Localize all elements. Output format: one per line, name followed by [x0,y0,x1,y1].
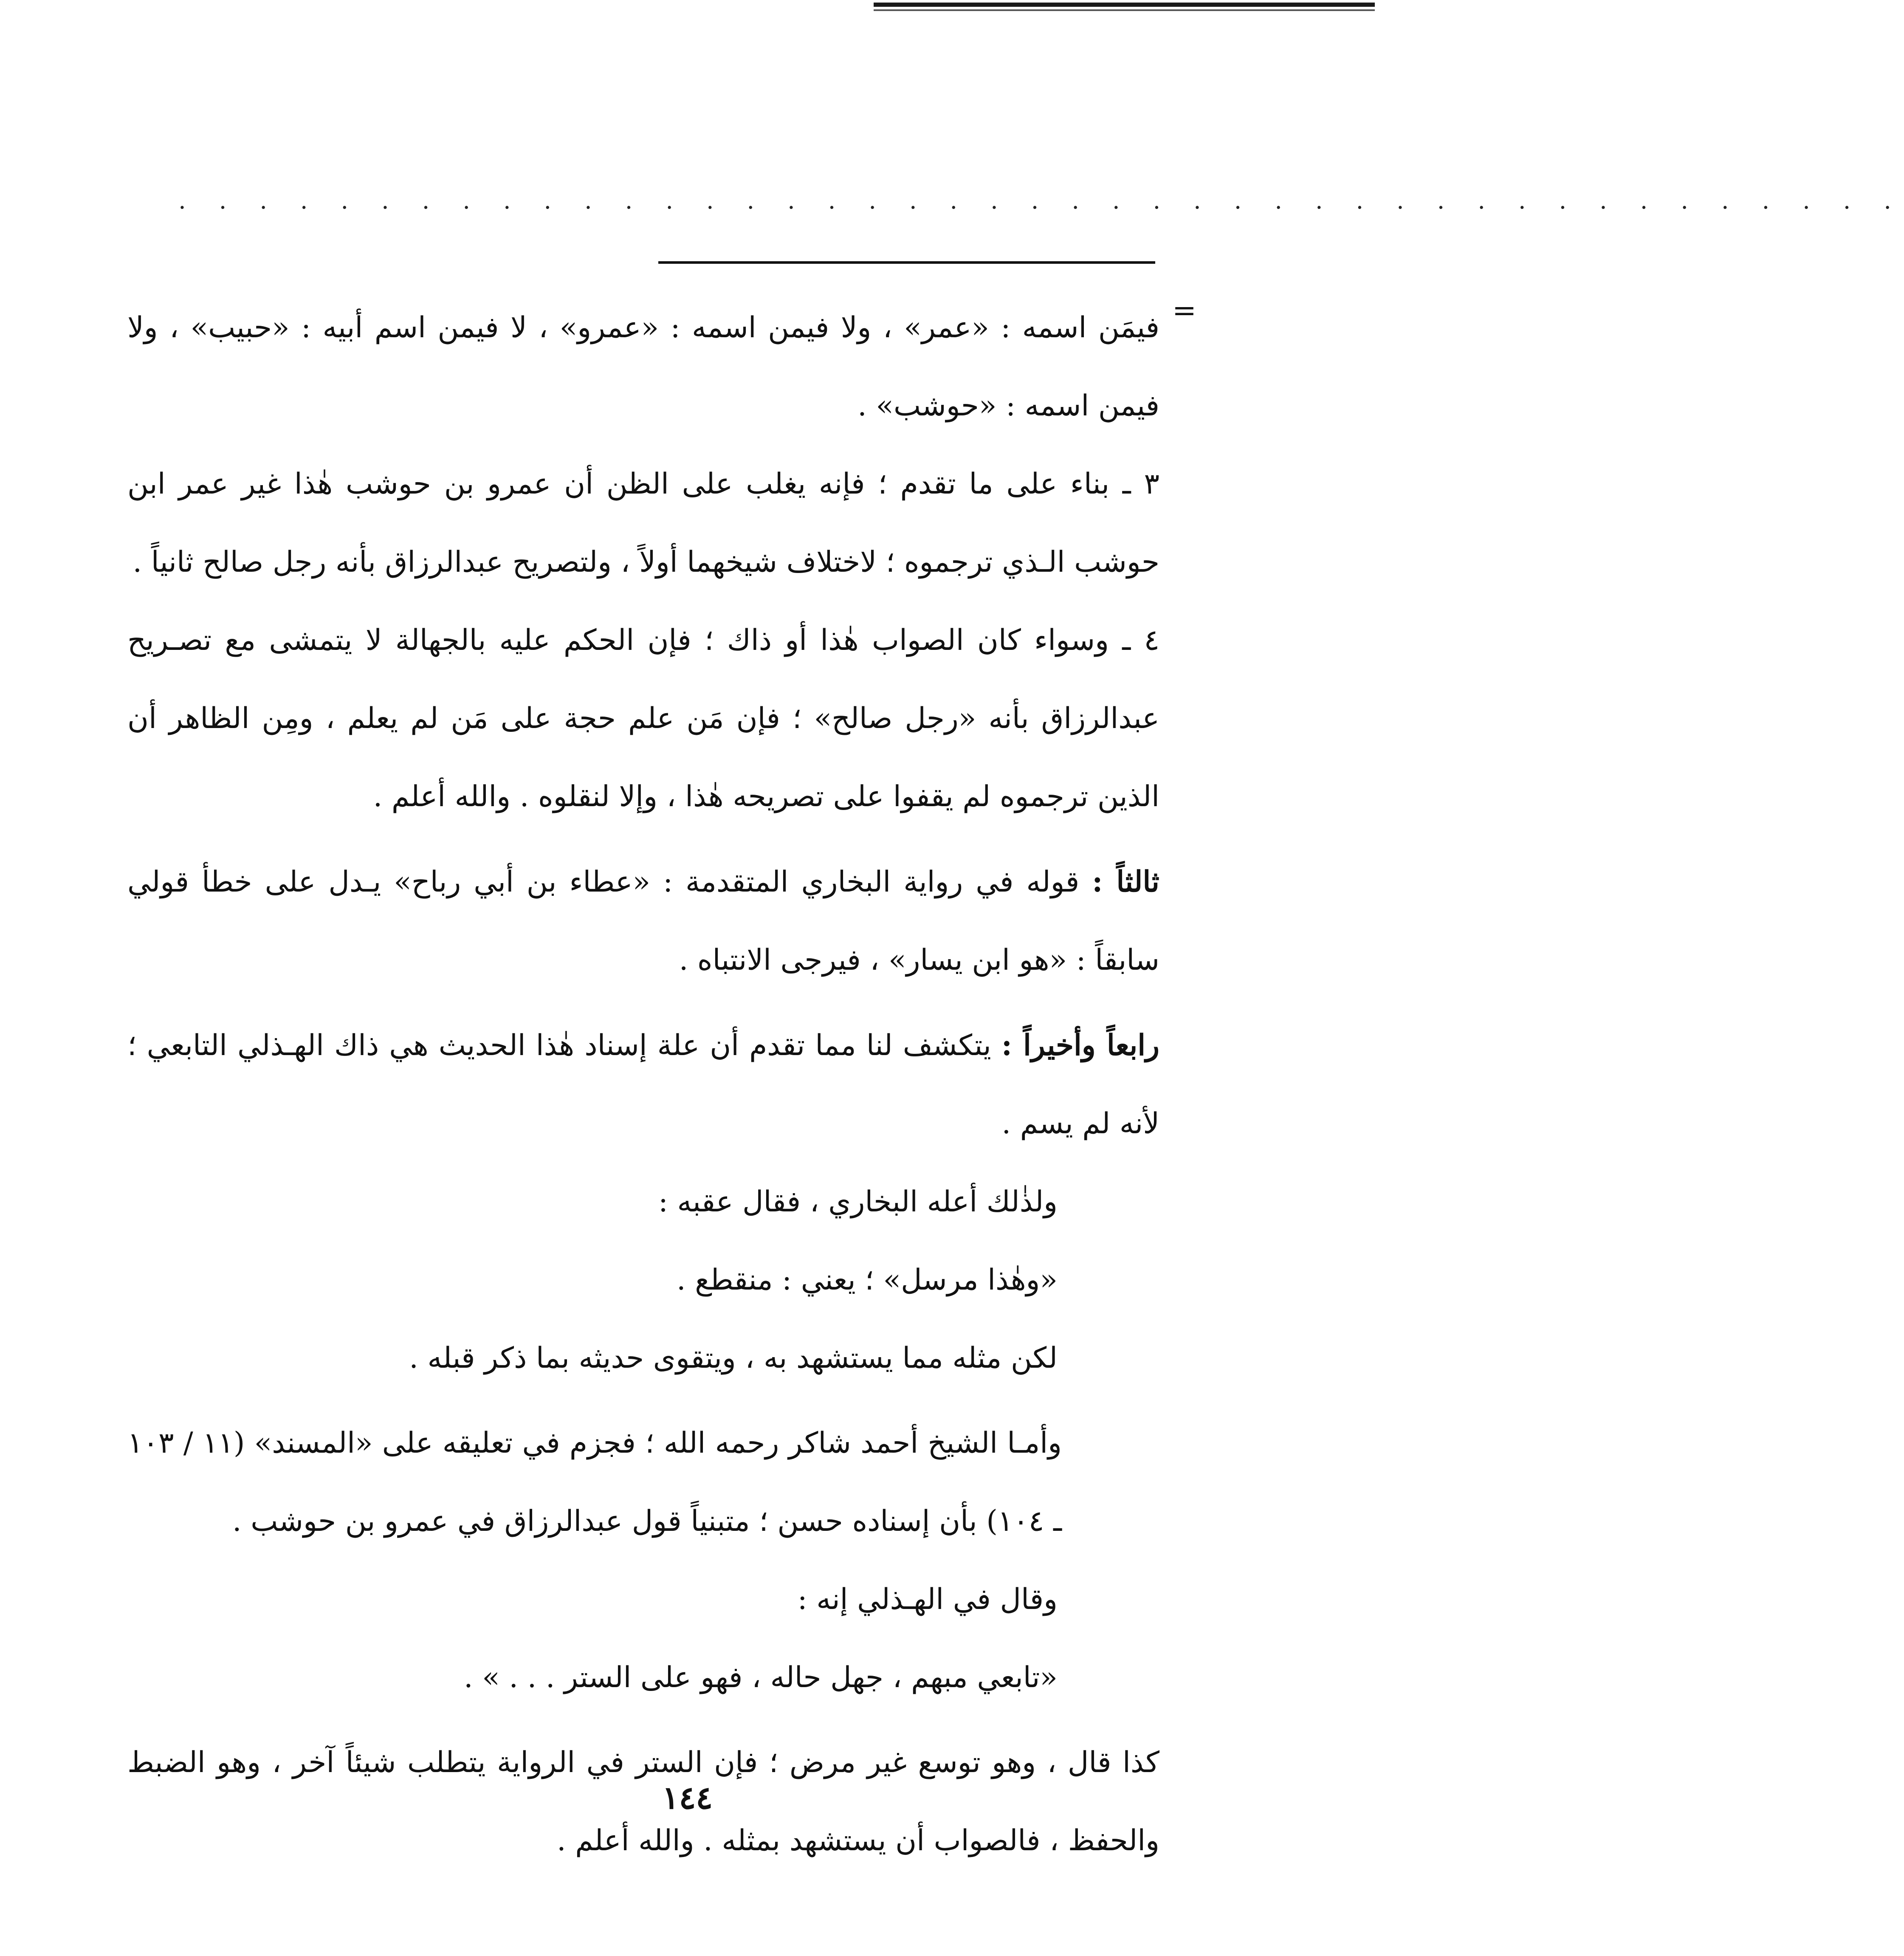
page-content [127,289,1159,1880]
footnote-paragraph-3: ٤ ـ وسواء كان الصواب هٰذا أو ذاك ؛ فإن الحكم عليه بالجهالة لا يتمشى مع تصـريح عبدالرزاق بأنه «رجل صالح» ؛ فإن مَن علم حجة على مَن لم يعلم ، ومِن الظاهر أن الذين ترجموه لم يقفوا على تصريحه هٰذا ، وإلا لنقلوه . والله أعلم . [127,624,1159,813]
top-rule [874,3,1375,7]
quote-tabii: «تابعي مبهم ، جهل حاله ، فهو على الستر . . . » . [463,1661,1058,1694]
page-number: ١٤٤ [662,1780,713,1816]
paragraph-conclusion: كذا قال ، وهو توسع غير مرض ؛ فإن الستر في الرواية يتطلب شيئاً آخر ، وهو الضبط والحفظ ، فالصواب أن يستشهد بمثله . والله أعلم . [127,1746,1159,1857]
top-rule-thin [874,9,1375,11]
third-label: ثالثاً : [1092,865,1159,899]
paragraph-shakir: وأمـا الشيخ أحمد شاكر رحمه الله ؛ فجزم في تعليقه على «المسند» (١١ / ١٠٣ ـ ١٠٤) بأن إسناده حسن ؛ متبنياً قول عبدالرزاق في عمرو بن حوشب . [127,1426,1062,1538]
footnote-continuation-mark: = [1172,294,1196,327]
footnote-paragraph-1: فيمَن اسمه : «عمر» ، ولا فيمن اسمه : «عمرو» ، لا فيمن اسم أبيه : «حبيب» ، ولا فيمن اسمه : «حوشب» . [127,311,1159,423]
footnote-separator [658,261,1155,264]
paragraph-bukhari-comment: ولذٰلك أعله البخاري ، فقال عقبه : [658,1185,1058,1219]
paragraph-hudhali: وقال في الهـذلي إنه : [797,1583,1058,1616]
quote-mursal: «وهٰذا مرسل» ؛ يعني : منقطع . [677,1263,1058,1297]
fourth-text: يتكشف لنا مما تقدم أن علة إسناد هٰذا الحديث هي ذاك الهـذلي التابعي ؛ لأنه لم يسم . [127,1029,1159,1140]
footnote-paragraph-2: ٣ ـ بناء على ما تقدم ؛ فإنه يغلب على الظن أن عمرو بن حوشب هٰذا غير عمر ابن حوشب الـذي ترجموه ؛ لاختلاف شيخهما أولاً ، ولتصريح عبدالرزاق بأنه رجل صالح ثانياً . [127,467,1159,579]
paragraph-third [127,843,1159,999]
fourth-label: رابعاً وأخيراً : [1001,1028,1159,1062]
paragraph-witness: لكن مثله مما يستشهد به ، ويتقوى حديثه بما ذكر قبله . [409,1341,1058,1375]
omission-dots: . . . . . . . . . . . . . . . . . . . . . . . . . . . . . . . . . . . . . . . . . . . [178,187,1904,215]
paragraph-fourth [127,1006,1159,1163]
third-text: قوله في رواية البخاري المتقدمة : «عطاء بن أبي رباح» يـدل على خطأ قولي سابقاً : «هو ابن يسار» ، فيرجى الانتباه . [127,865,1159,977]
